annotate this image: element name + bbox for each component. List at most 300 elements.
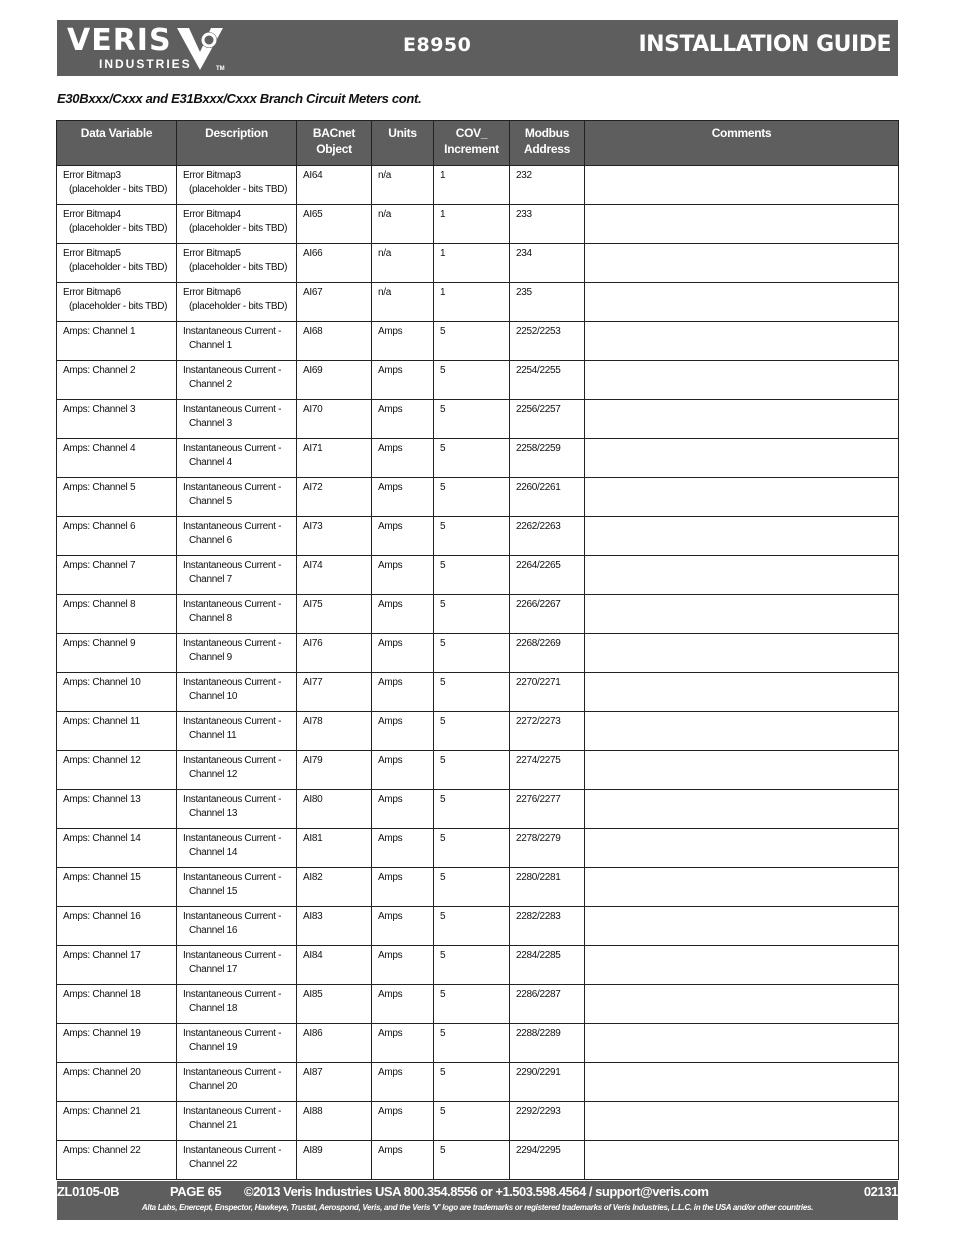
table-row [57,517,899,556]
cell-modbus-address: 2256/2257 [510,400,585,439]
trademark-notice: Alta Labs, Enercept, Enspector, Hawkeye, Trustat, Aerospond, Veris, and the Veris 'V' logo are trademarks or registered trademarks of Veris Industries, L.L.C. in the USA and/or other countries. [141,1203,814,1212]
cell-data-variable [57,517,177,556]
data-table [56,120,899,1180]
cell-text: Instantaneous Current - [183,872,282,883]
cell-units: Amps [372,907,434,946]
cell-modbus-address: 2266/2267 [510,595,585,634]
cell-text: Channel 3 [189,418,232,429]
cell-description [177,634,297,673]
cell-text: Amps: Channel 15 [63,872,141,883]
cell-text: Channel 8 [189,613,232,624]
cell-description [177,1102,297,1141]
cell-comments [585,439,899,478]
cell-description [177,673,297,712]
cell-modbus-address: 2294/2295 [510,1141,585,1180]
cell-description [177,790,297,829]
table-row [57,829,899,868]
cell-bacnet-object: AI80 [297,790,372,829]
cell-text: Amps: Channel 4 [63,443,136,454]
cell-description [177,166,297,205]
veris-v-icon [177,28,223,70]
cell-units: Amps [372,1102,434,1141]
cell-text: Amps: Channel 8 [63,599,136,610]
cell-bacnet-object: AI87 [297,1063,372,1102]
cell-text: Amps: Channel 16 [63,911,141,922]
column-header-text: Modbus [524,126,570,140]
cell-comments [585,283,899,322]
cell-text: Amps: Channel 22 [63,1145,141,1156]
cell-cov-increment: 5 [434,634,510,673]
page-number: PAGE 65 [170,1184,222,1199]
cell-description [177,478,297,517]
cell-description [177,751,297,790]
cell-bacnet-object: AI86 [297,1024,372,1063]
cell-units: Amps [372,322,434,361]
cell-comments [585,1024,899,1063]
cell-cov-increment: 5 [434,556,510,595]
cell-text: Instantaneous Current - [183,950,282,961]
table-row [57,634,899,673]
cell-units: n/a [372,244,434,283]
cell-text: Channel 7 [189,574,232,585]
column-header-modbus-address [510,121,585,166]
table-row [57,556,899,595]
cell-comments [585,751,899,790]
table-header-row [57,121,899,166]
cell-text: Channel 12 [189,769,238,780]
cell-bacnet-object: AI85 [297,985,372,1024]
cell-bacnet-object: AI68 [297,322,372,361]
cell-comments [585,244,899,283]
cell-bacnet-object: AI79 [297,751,372,790]
cell-description [177,712,297,751]
cell-bacnet-object: AI65 [297,205,372,244]
cell-bacnet-object: AI75 [297,595,372,634]
cell-comments [585,322,899,361]
cell-comments [585,556,899,595]
cell-data-variable [57,985,177,1024]
cell-text: (placeholder - bits TBD) [189,301,288,312]
table-row [57,244,899,283]
cell-bacnet-object: AI74 [297,556,372,595]
cell-text: (placeholder - bits TBD) [69,262,168,273]
cell-data-variable [57,712,177,751]
cell-description [177,595,297,634]
column-header-text: Units [388,126,417,140]
cell-text: Instantaneous Current - [183,521,282,532]
cell-modbus-address: 2276/2277 [510,790,585,829]
column-header-text: Comments [711,126,772,140]
cell-text: Instantaneous Current - [183,560,282,571]
cell-text: Instantaneous Current - [183,599,282,610]
cell-data-variable [57,205,177,244]
cell-data-variable [57,634,177,673]
cell-text: Channel 11 [189,730,237,741]
cell-comments [585,205,899,244]
cell-data-variable [57,556,177,595]
cell-text: Instantaneous Current - [183,404,282,415]
cell-comments [585,985,899,1024]
cell-data-variable [57,595,177,634]
cell-units: Amps [372,790,434,829]
cell-bacnet-object: AI82 [297,868,372,907]
table-row [57,907,899,946]
cell-text: (placeholder - bits TBD) [189,262,288,273]
cell-text: (placeholder - bits TBD) [69,184,168,195]
cell-text: Instantaneous Current - [183,755,282,766]
logo-subtitle: INDUSTRIES [99,57,192,71]
cell-units: Amps [372,400,434,439]
cell-data-variable [57,283,177,322]
cell-text: Error Bitmap6 [63,287,121,298]
cell-units: Amps [372,1141,434,1180]
cell-bacnet-object: AI76 [297,634,372,673]
cell-cov-increment: 5 [434,829,510,868]
table-row [57,712,899,751]
cell-text: Amps: Channel 21 [63,1106,141,1117]
cell-text: Error Bitmap4 [183,209,241,220]
cell-bacnet-object: AI70 [297,400,372,439]
cell-bacnet-object: AI66 [297,244,372,283]
column-header-bacnet-object [297,121,372,166]
cell-text: Amps: Channel 9 [63,638,136,649]
cell-text: Instantaneous Current - [183,794,282,805]
cell-data-variable [57,166,177,205]
cell-modbus-address: 2278/2279 [510,829,585,868]
cell-description [177,556,297,595]
cell-data-variable [57,1024,177,1063]
table-row [57,166,899,205]
cell-modbus-address: 2270/2271 [510,673,585,712]
cell-comments [585,868,899,907]
column-header-text: BACnet [312,126,356,140]
cell-description [177,829,297,868]
cell-bacnet-object: AI69 [297,361,372,400]
table-row [57,400,899,439]
column-header-data-variable [57,121,177,166]
cell-comments [585,634,899,673]
cell-modbus-address: 2292/2293 [510,1102,585,1141]
section-title: E30Bxxx/Cxxx and E31Bxxx/Cxxx Branch Circuit Meters cont. [57,91,422,106]
cell-cov-increment: 5 [434,439,510,478]
cell-text: (placeholder - bits TBD) [189,184,288,195]
cell-cov-increment: 5 [434,322,510,361]
cell-units: Amps [372,673,434,712]
cell-text: Error Bitmap5 [63,248,121,259]
cell-cov-increment: 5 [434,595,510,634]
cell-description [177,868,297,907]
cell-comments [585,517,899,556]
cell-cov-increment: 5 [434,868,510,907]
cell-cov-increment: 5 [434,1024,510,1063]
cell-text: Amps: Channel 12 [63,755,141,766]
cell-cov-increment: 5 [434,712,510,751]
cell-description [177,361,297,400]
cell-units: Amps [372,595,434,634]
cell-text: Channel 22 [189,1159,238,1170]
cell-description [177,985,297,1024]
cell-units: Amps [372,478,434,517]
cell-modbus-address: 2288/2289 [510,1024,585,1063]
table-row [57,946,899,985]
cell-text: Amps: Channel 2 [63,365,136,376]
cell-description [177,946,297,985]
cell-text: Amps: Channel 13 [63,794,141,805]
cell-bacnet-object: AI84 [297,946,372,985]
cell-text: Amps: Channel 3 [63,404,136,415]
cell-comments [585,946,899,985]
cell-modbus-address: 2272/2273 [510,712,585,751]
cell-text: (placeholder - bits TBD) [189,223,288,234]
cell-text: Instantaneous Current - [183,1145,282,1156]
cell-description [177,517,297,556]
cell-cov-increment: 5 [434,673,510,712]
cell-comments [585,1063,899,1102]
table-row [57,439,899,478]
cell-description [177,400,297,439]
cell-text: Amps: Channel 6 [63,521,136,532]
cell-cov-increment: 5 [434,790,510,829]
cell-text: Error Bitmap4 [63,209,121,220]
cell-cov-increment: 1 [434,244,510,283]
column-header-text: Description [205,126,268,140]
cell-comments [585,166,899,205]
cell-text: Channel 4 [189,457,232,468]
cell-text: Channel 5 [189,496,232,507]
cell-modbus-address: 2282/2283 [510,907,585,946]
cell-modbus-address: 2252/2253 [510,322,585,361]
cell-cov-increment: 5 [434,361,510,400]
cell-comments [585,595,899,634]
cell-text: (placeholder - bits TBD) [69,223,168,234]
cell-modbus-address: 2262/2263 [510,517,585,556]
cell-units: Amps [372,751,434,790]
cell-text: Channel 15 [189,886,238,897]
cell-units: n/a [372,283,434,322]
cell-modbus-address: 233 [510,205,585,244]
table-row [57,205,899,244]
cell-text: Channel 1 [189,340,232,351]
table-row [57,478,899,517]
cell-comments [585,361,899,400]
cell-text: Channel 10 [189,691,238,702]
cell-bacnet-object: AI73 [297,517,372,556]
cell-description [177,244,297,283]
cell-bacnet-object: AI71 [297,439,372,478]
table-row [57,322,899,361]
table-row [57,1063,899,1102]
cell-text: Instantaneous Current - [183,911,282,922]
column-header-text: Increment [444,142,499,156]
cell-description [177,1024,297,1063]
cell-text: Instantaneous Current - [183,482,282,493]
table-row [57,868,899,907]
cell-units: Amps [372,829,434,868]
cell-units: Amps [372,634,434,673]
cell-bacnet-object: AI64 [297,166,372,205]
cell-text: Instantaneous Current - [183,677,282,688]
cell-data-variable [57,1063,177,1102]
column-header-text: COV_ [455,126,488,140]
cell-text: Channel 17 [189,964,238,975]
cell-text: Amps: Channel 10 [63,677,141,688]
table-row [57,985,899,1024]
cell-text: Instantaneous Current - [183,1106,282,1117]
column-header-comments [585,121,899,166]
cell-modbus-address: 2274/2275 [510,751,585,790]
cell-cov-increment: 5 [434,1063,510,1102]
cell-data-variable [57,1102,177,1141]
cell-units: Amps [372,1024,434,1063]
cell-description [177,205,297,244]
cell-text: Error Bitmap6 [183,287,241,298]
cell-data-variable [57,868,177,907]
cell-units: Amps [372,946,434,985]
cell-cov-increment: 5 [434,751,510,790]
cell-bacnet-object: AI83 [297,907,372,946]
cell-units: Amps [372,517,434,556]
cell-modbus-address: 2264/2265 [510,556,585,595]
cell-units: Amps [372,1063,434,1102]
cell-comments [585,673,899,712]
cell-cov-increment: 5 [434,478,510,517]
cell-text: Instantaneous Current - [183,638,282,649]
document-type: INSTALLATION GUIDE [638,32,891,57]
cell-text: Amps: Channel 1 [63,326,136,337]
cell-units: Amps [372,868,434,907]
cell-comments [585,712,899,751]
cell-comments [585,1102,899,1141]
cell-cov-increment: 5 [434,985,510,1024]
cell-data-variable [57,673,177,712]
cell-text: Instantaneous Current - [183,1028,282,1039]
cell-description [177,439,297,478]
cell-comments [585,478,899,517]
cell-data-variable [57,751,177,790]
table-row [57,595,899,634]
cell-cov-increment: 5 [434,400,510,439]
table-body [57,166,899,1180]
cell-units: Amps [372,439,434,478]
cell-text: Channel 19 [189,1042,238,1053]
cell-modbus-address: 2268/2269 [510,634,585,673]
cell-comments [585,790,899,829]
cell-modbus-address: 2280/2281 [510,868,585,907]
cell-text: Channel 20 [189,1081,238,1092]
cell-text: Error Bitmap5 [183,248,241,259]
cell-text: Amps: Channel 5 [63,482,136,493]
column-header-text: Object [316,142,352,156]
cell-text: Channel 9 [189,652,232,663]
document-number: ZL0105-0B [57,1184,120,1199]
cell-units: Amps [372,712,434,751]
cell-data-variable [57,1141,177,1180]
cell-data-variable [57,400,177,439]
table-row [57,673,899,712]
cell-text: Channel 21 [189,1120,238,1131]
cell-cov-increment: 5 [434,946,510,985]
column-header-cov-increment [434,121,510,166]
cell-data-variable [57,361,177,400]
cell-comments [585,907,899,946]
cell-modbus-address: 2260/2261 [510,478,585,517]
cell-data-variable [57,478,177,517]
cell-text: Amps: Channel 19 [63,1028,141,1039]
cell-bacnet-object: AI88 [297,1102,372,1141]
cell-text: Error Bitmap3 [183,170,241,181]
cell-data-variable [57,829,177,868]
cell-description [177,322,297,361]
cell-cov-increment: 5 [434,517,510,556]
cell-cov-increment: 1 [434,166,510,205]
cell-bacnet-object: AI72 [297,478,372,517]
cell-data-variable [57,439,177,478]
date-code: 02131 [863,1184,898,1199]
cell-bacnet-object: AI81 [297,829,372,868]
cell-text: Amps: Channel 17 [63,950,141,961]
table-row [57,361,899,400]
cell-cov-increment: 1 [434,205,510,244]
cell-text: Channel 2 [189,379,232,390]
cell-modbus-address: 2258/2259 [510,439,585,478]
trademark-mark: TM [216,66,225,72]
cell-text: Instantaneous Current - [183,1067,282,1078]
cell-cov-increment: 5 [434,907,510,946]
table-row [57,283,899,322]
cell-modbus-address: 234 [510,244,585,283]
cell-modbus-address: 235 [510,283,585,322]
page-header [57,20,898,76]
cell-data-variable [57,322,177,361]
cell-bacnet-object: AI89 [297,1141,372,1180]
cell-text: Instantaneous Current - [183,443,282,454]
cell-modbus-address: 2290/2291 [510,1063,585,1102]
cell-text: Instantaneous Current - [183,833,282,844]
cell-text: Channel 16 [189,925,238,936]
column-header-text: Data Variable [80,126,153,140]
veris-logo [67,23,237,72]
cell-text: Channel 6 [189,535,232,546]
cell-text: Instantaneous Current - [183,326,282,337]
cell-cov-increment: 5 [434,1141,510,1180]
cell-description [177,1063,297,1102]
cell-text: Amps: Channel 11 [63,716,140,727]
cell-text: Amps: Channel 20 [63,1067,141,1078]
column-header-description [177,121,297,166]
cell-description [177,907,297,946]
cell-units: Amps [372,556,434,595]
cell-text: (placeholder - bits TBD) [69,301,168,312]
cell-comments [585,1141,899,1180]
cell-bacnet-object: AI77 [297,673,372,712]
cell-bacnet-object: AI78 [297,712,372,751]
page-footer [57,1181,898,1220]
cell-text: Amps: Channel 14 [63,833,141,844]
cell-data-variable [57,907,177,946]
column-header-units [372,121,434,166]
cell-modbus-address: 2286/2287 [510,985,585,1024]
column-header-text: Address [524,142,570,156]
cell-description [177,1141,297,1180]
table-row [57,1141,899,1180]
logo-wordmark: VERIS [67,23,172,58]
cell-data-variable [57,244,177,283]
cell-bacnet-object: AI67 [297,283,372,322]
cell-text: Amps: Channel 7 [63,560,136,571]
table-row [57,1024,899,1063]
cell-description [177,283,297,322]
table-row [57,790,899,829]
